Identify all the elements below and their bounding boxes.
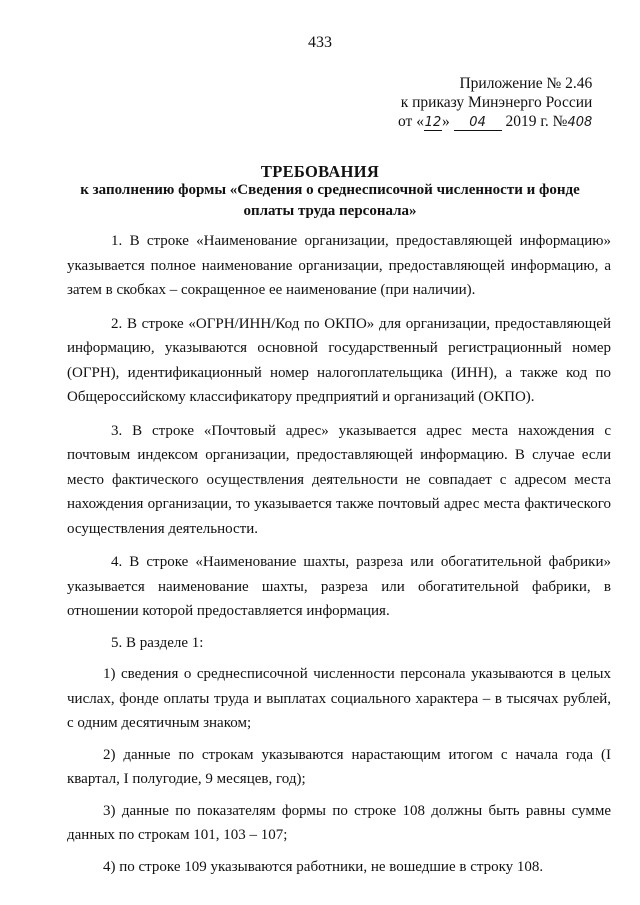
document-subtitle: к заполнению формы «Сведения о среднесписочной численности и фонде оплаты труда персонала» — [80, 182, 580, 219]
order-year: 2019 г. № — [505, 113, 568, 130]
paragraph-5: 5. В разделе 1: — [111, 634, 204, 651]
document-body — [67, 229, 611, 879]
paragraph-4: 4. В строке «Наименование шахты, разреза или обогатительной фабрики» указывается наименование шахты, разреза или обогатительной фабрики, в отношении которой предоставляется информация. — [67, 554, 611, 619]
order-number: 408 — [567, 115, 593, 130]
list-item-3: 3) данные по показателям формы по строке 108 должны быть равны сумме данных по строкам 101, 103 – 107; — [67, 802, 611, 843]
list-item-1: 1) сведения о среднесписочной численности персонала указываются в целых числах, фонде оплаты труда и выплатах социального характера – в тысячах рублей, с одним десятичным знаком; — [67, 666, 611, 731]
page-number: 433 — [308, 34, 332, 51]
order-reference: к приказу Минэнерго России — [400, 94, 593, 111]
order-date-line — [398, 112, 592, 132]
paragraph-1: 1. В строке «Наименование организации, предоставляющей информацию» указывается полное наименование организации, предоставляющей информацию, а затем в скобках – сокращенное ее наименование (при наличии). — [67, 233, 611, 298]
paragraph-3: 3. В строке «Почтовый адрес» указывается адрес места нахождения с почтовым индексом организации, предоставляющей информацию. В случае если место фактического осуществления деятельности не совпадает с адресом места нахождения организации, то указывается также почтовый адрес места фактического осуществления деятельности. — [67, 422, 611, 537]
paragraph-2: 2. В строке «ОГРН/ИНН/Код по ОКПО» для организации, предоставляющей информацию, указываются основной государственный регистрационный номер (ОГРН), идентификационный номер налогоплательщика (ИНН), а также код по Общероссийскому классификатору предприятий и организаций (ОКПО). — [67, 315, 611, 405]
date-mid: » — [441, 113, 450, 130]
list-item-4: 4) по строке 109 указываются работники, не вошедшие в строку 108. — [103, 858, 544, 875]
order-month: 04 — [454, 116, 502, 131]
list-item-2: 2) данные по строкам указываются нарастающим итогом с начала года (I квартал, I полугодие, 9 месяцев, год); — [67, 746, 611, 787]
appendix-title: Приложение № 2.46 — [459, 75, 593, 92]
document-title: ТРЕБОВАНИЯ — [260, 162, 380, 181]
appendix-header — [398, 74, 592, 132]
date-prefix: от « — [398, 113, 424, 130]
order-day: 12 — [424, 115, 442, 130]
